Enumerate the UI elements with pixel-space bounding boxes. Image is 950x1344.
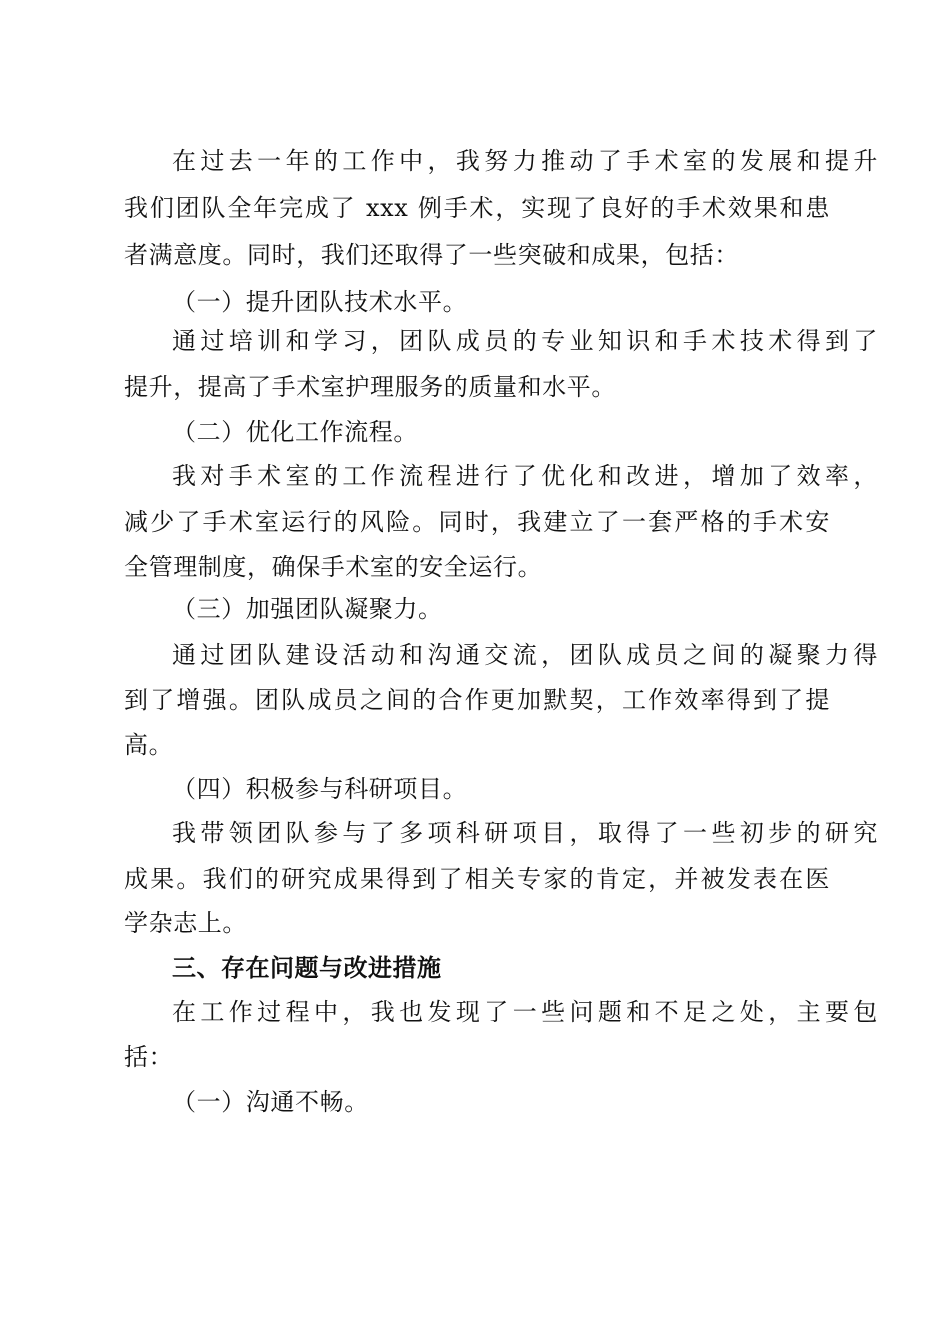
- para1-line1: 在过去一年的工作中，我努力推动了手术室的发展和提升: [172, 147, 878, 175]
- item3-title: （三）加强团队凝聚力。: [172, 595, 443, 623]
- para1-line2: 我们团队全年完成了 xxx 例手术，实现了良好的手术效果和患: [124, 194, 830, 222]
- section3-heading: 三、存在问题与改进措施: [172, 953, 442, 982]
- item4-title: （四）积极参与科研项目。: [172, 775, 468, 803]
- item2-body-line2: 减少了手术室运行的风险。同时，我建立了一套严格的手术安: [124, 508, 830, 536]
- item3-body-line2: 到了增强。团队成员之间的合作更加默契，工作效率得到了提: [124, 686, 830, 714]
- para1-line3: 者满意度。同时，我们还取得了一些突破和成果，包括：: [124, 241, 739, 269]
- item2-body-line3: 全管理制度，确保手术室的安全运行。: [124, 553, 543, 581]
- item3-body-line3: 高。: [124, 731, 174, 759]
- item4-body-line1: 我带领团队参与了多项科研项目，取得了一些初步的研究: [172, 819, 878, 847]
- item4-body-line3: 学杂志上。: [124, 909, 247, 937]
- item1-title: （一）提升团队技术水平。: [172, 288, 468, 316]
- item2-body-line1: 我对手术室的工作流程进行了优化和改进，增加了效率，: [172, 462, 878, 490]
- section3-body-line1: 在工作过程中，我也发现了一些问题和不足之处，主要包: [172, 998, 878, 1026]
- item3-body-line1: 通过团队建设活动和沟通交流，团队成员之间的凝聚力得: [172, 641, 878, 669]
- section3-body-line2: 括：: [124, 1043, 174, 1071]
- item1-body-line2: 提升，提高了手术室护理服务的质量和水平。: [124, 373, 616, 401]
- item4-body-line2: 成果。我们的研究成果得到了相关专家的肯定，并被发表在医: [124, 865, 830, 893]
- item1-body-line1: 通过培训和学习，团队成员的专业知识和手术技术得到了: [172, 327, 878, 355]
- issue1-title: （一）沟通不畅。: [172, 1088, 369, 1116]
- item2-title: （二）优化工作流程。: [172, 418, 418, 446]
